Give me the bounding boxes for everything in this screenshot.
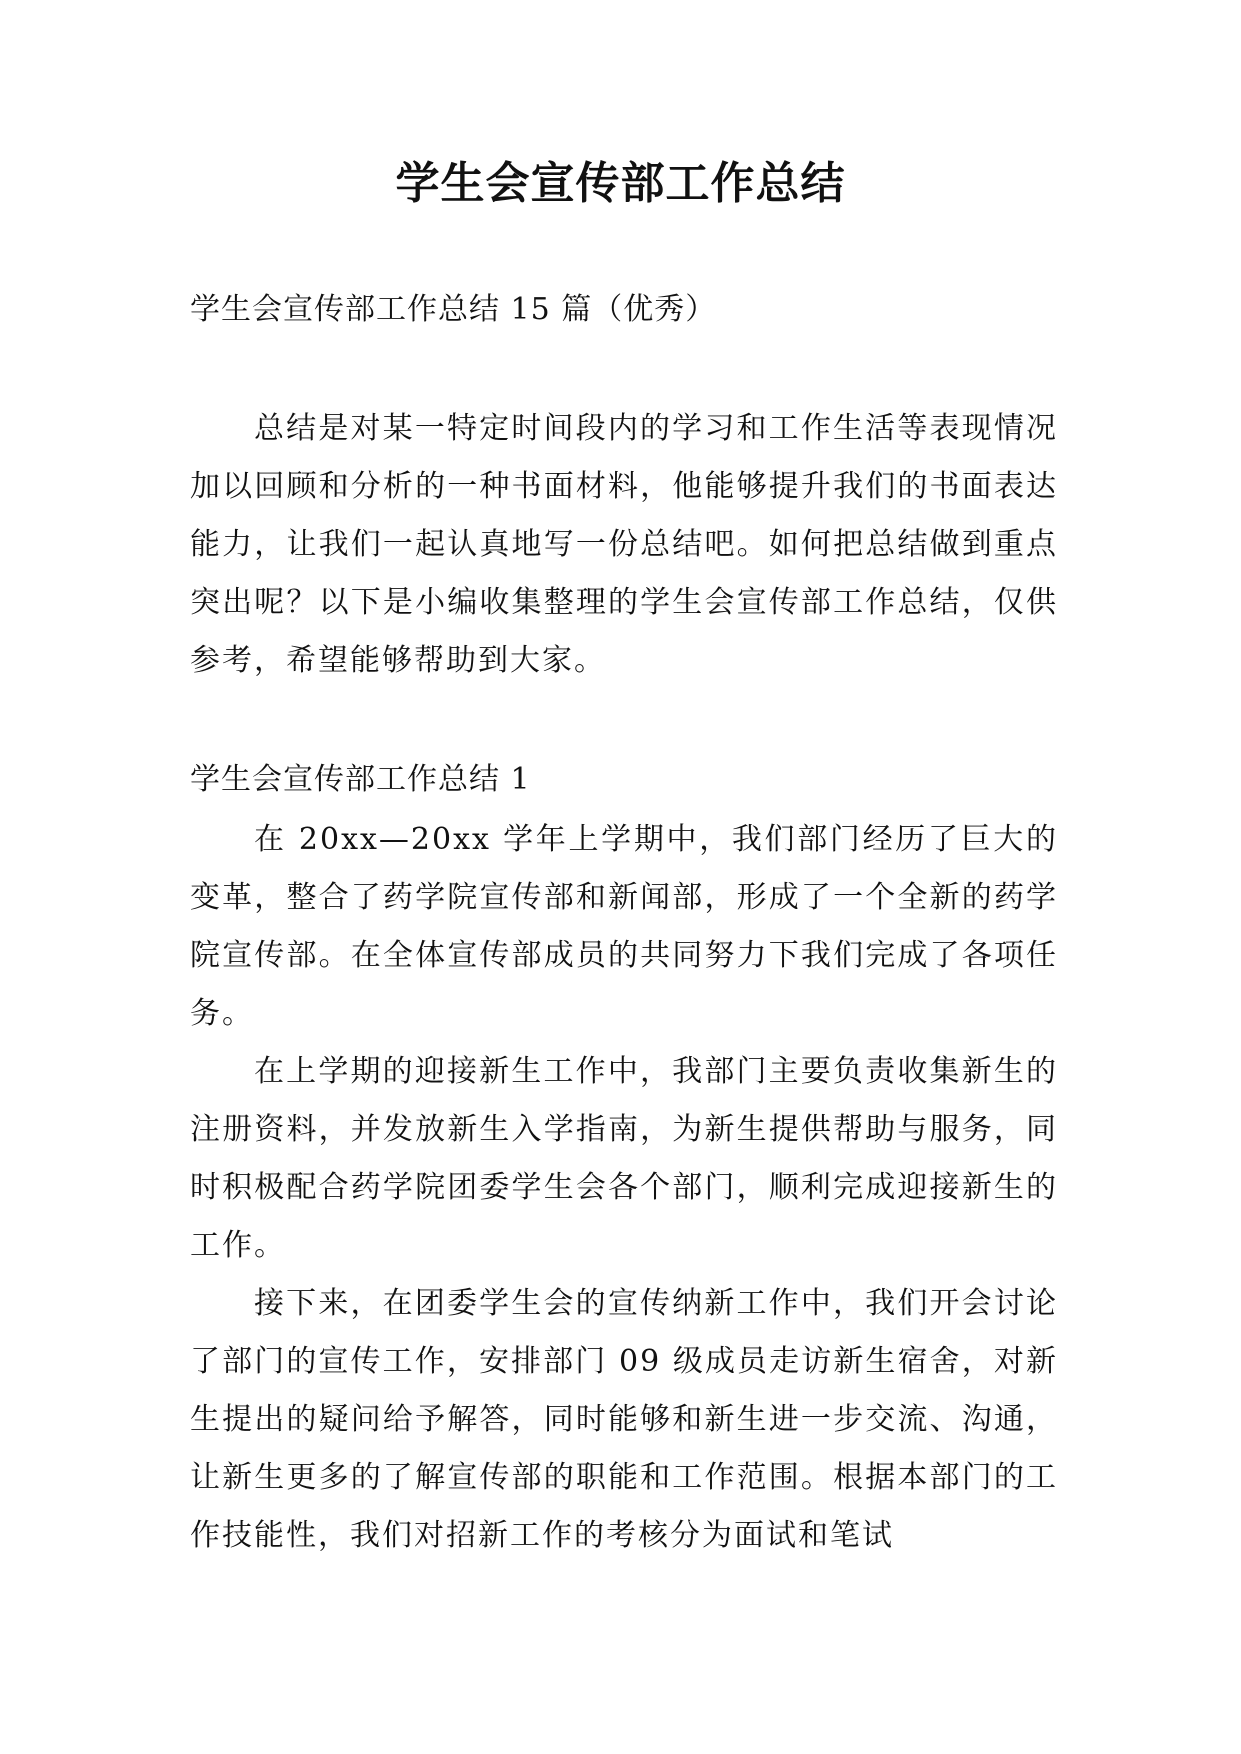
document-subtitle: 学生会宣传部工作总结 15 篇（优秀） <box>190 292 717 327</box>
section-heading: 学生会宣传部工作总结 1 <box>190 762 531 797</box>
body-paragraph-1: 在 20xx—20xx 学年上学期中，我们部门经历了巨大的变革，整合了药学院宣传部和新闻部，形成了一个全新的药学院宣传部。在全体宣传部成员的共同努力下我们完成了各项任务。 <box>190 822 1058 1031</box>
body-paragraph-3: 接下来，在团委学生会的宣传纳新工作中，我们开会讨论了部门的宣传工作，安排部门 09 级成员走访新生宿舍，对新生提出的疑问给予解答，同时能够和新生进一步交流、沟通，让新生更多的了解宣传部的职能和工作范围。根据本部门的工作技能性，我们对招新工作的考核分为面试和笔试 <box>190 1286 1058 1553</box>
document-title: 学生会宣传部工作总结 <box>395 158 846 209</box>
intro-paragraph: 总结是对某一特定时间段内的学习和工作生活等表现情况加以回顾和分析的一种书面材料，他能够提升我们的书面表达能力，让我们一起认真地写一份总结吧。如何把总结做到重点突出呢？以下是小编收集整理的学生会宣传部工作总结，仅供参考，希望能够帮助到大家。 <box>190 411 1058 678</box>
body-paragraph-2: 在上学期的迎接新生工作中，我部门主要负责收集新生的注册资料，并发放新生入学指南，为新生提供帮助与服务，同时积极配合药学院团委学生会各个部门，顺利完成迎接新生的工作。 <box>190 1054 1058 1263</box>
